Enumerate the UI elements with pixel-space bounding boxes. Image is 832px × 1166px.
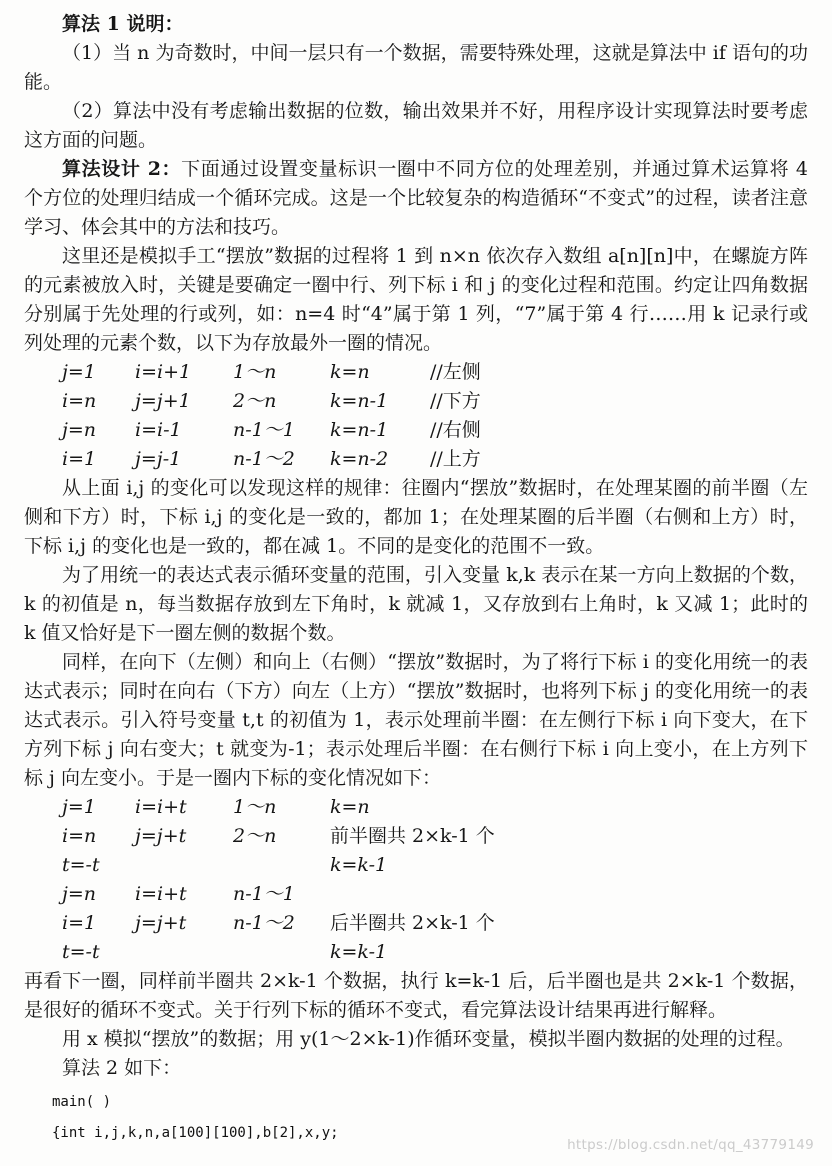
table-cell: [330, 880, 808, 909]
paragraph-note-2: （2）算法中没有考虑输出数据的位数，输出效果并不好，用程序设计实现算法时要考虑这方面的问题。: [24, 100, 808, 151]
table-cell: i=n: [62, 825, 97, 847]
table-cell: k=n: [330, 361, 370, 383]
table-cell: 前半圈共 2×k-1 个: [330, 825, 495, 847]
table-cell: 1～n: [233, 361, 277, 383]
table-cell: n-1～1: [233, 419, 295, 441]
watermark-url: https://blog.csdn.net/qq_43779149: [567, 1137, 814, 1153]
table-cell: 后半圈共 2×k-1 个: [330, 912, 495, 934]
ring-index-table: [62, 793, 808, 967]
table-cell: i=i+t: [135, 883, 187, 905]
table-cell: n-1～1: [233, 883, 295, 905]
paragraph-algo-design-2: [24, 155, 808, 242]
table-cell: j=1: [62, 361, 96, 383]
table-cell: j=n: [62, 883, 97, 905]
table-cell: [135, 938, 233, 967]
code-line-declaration: {int i,j,k,n,a[100][100],b[2],x,y;: [52, 1125, 339, 1141]
code-line-main: main( ): [52, 1094, 112, 1110]
paragraph-pattern: 从上面 i,j 的变化可以发现这样的规律：往圈内“摆放”数据时，在处理某圈的前半圈（左侧和下方）时，下标 i,j 的变化是一致的，都加 1；在处理某圈的后半圈（右侧和上方）时，下标 i,j 的变化也是一致的，都在减 1。不同的是变化的范围不一致。: [24, 477, 808, 557]
table-cell: t=-t: [62, 941, 100, 963]
table-cell: k=n-2: [330, 448, 389, 470]
table-cell: [233, 851, 330, 880]
table-cell: j=j+t: [135, 825, 187, 847]
table-cell: j=j-1: [135, 448, 182, 470]
table-row: [62, 938, 808, 967]
table-cell: 2～n: [233, 825, 277, 847]
table-cell: i=i+t: [135, 796, 187, 818]
outer-ring-table: [62, 358, 808, 474]
table-cell: i=1: [62, 912, 97, 934]
table-cell: t=-t: [62, 854, 100, 876]
table-cell: j=j+t: [135, 912, 187, 934]
table-cell: i=i+1: [135, 361, 192, 383]
table-row: [62, 416, 808, 445]
table-cell: k=n: [330, 796, 370, 818]
table-row: [62, 387, 808, 416]
paragraph-simulation: 这里还是模拟手工“摆放”数据的过程将 1 到 n×n 依次存入数组 a[n][n]中，在螺旋方阵的元素被放入时，关键是要确定一圈中行、列下标 i 和 j 的变化过程和范围。约定让四角数据分别属于先处理的行或列，如：n=4 时“4”属于第 1 列，“7”属于第 4 行……用 k 记录行或列处理的元素个数，以下为存放最外一圈的情况。: [24, 245, 808, 354]
table-row: [62, 793, 808, 822]
table-cell: j=n: [62, 419, 97, 441]
paragraph-variable-k: 为了用统一的表达式表示循环变量的范围，引入变量 k,k 表示在某一方向上数据的个数，k 的初值是 n，每当数据存放到左下角时，k 就减 1，又存放到右上角时，k 又减 1；此时的 k 值又恰好是下一圈左侧的数据个数。: [24, 564, 808, 644]
table-cell: //右侧: [430, 419, 481, 441]
table-cell: //下方: [430, 390, 481, 412]
table-row: [62, 880, 808, 909]
table-cell: k=n-1: [330, 419, 389, 441]
table-cell: [233, 938, 330, 967]
table-cell: //上方: [430, 448, 481, 470]
table-cell: n-1～2: [233, 912, 295, 934]
table-cell: k=n-1: [330, 390, 389, 412]
table-cell: j=1: [62, 796, 96, 818]
paragraph-xy-vars: 用 x 模拟“摆放”的数据；用 y(1～2×k-1)作循环变量，模拟半圈内数据的处理的过程。: [62, 1028, 795, 1050]
table-cell: 2～n: [233, 390, 277, 412]
algo-design-2-label: 算法设计 2：: [62, 158, 182, 180]
paragraph-invariant: 再看下一圈，同样前半圈共 2×k-1 个数据，执行 k=k-1 后，后半圈也是共 2×k-1 个数据，是很好的循环不变式。关于行列下标的循环不变式，看完算法设计结果再进行解释。: [24, 970, 808, 1021]
paragraph-variable-t: 同样，在向下（左侧）和向上（右侧）“摆放”数据时，为了将行下标 i 的变化用统一的表达式表示；同时在向右（下方）向左（上方）“摆放”数据时，也将列下标 j 的变化用统一的表达式表示。引入符号变量 t,t 的初值为 1，表示处理前半圈：在左侧行下标 i 向下变大，在下方列下标 j 向右变大；t 就变为-1；表示处理后半圈：在右侧行下标 i 向上变小，在上方列下标 j 向左变小。于是一圈内下标的变化情况如下：: [24, 651, 808, 789]
table-cell: //左侧: [430, 361, 481, 383]
table-cell: k=k-1: [330, 941, 388, 963]
table-cell: i=1: [62, 448, 97, 470]
table-row: [62, 822, 808, 851]
paragraph-algo2-follows: 算法 2 如下：: [62, 1057, 182, 1079]
table-cell: 1～n: [233, 796, 277, 818]
table-cell: i=n: [62, 390, 97, 412]
paragraph-note-1: （1）当 n 为奇数时，中间一层只有一个数据，需要特殊处理，这就是算法中 if 语句的功能。: [24, 42, 808, 93]
table-row: [62, 851, 808, 880]
table-cell: n-1～2: [233, 448, 295, 470]
table-cell: [135, 851, 233, 880]
heading-algo1-note: 算法 1 说明：: [62, 13, 184, 35]
table-cell: i=i-1: [135, 419, 182, 441]
table-cell: j=j+1: [135, 390, 191, 412]
table-cell: k=k-1: [330, 854, 388, 876]
table-row: [62, 358, 808, 387]
table-row: [62, 909, 808, 938]
algo-design-2-text: 下面通过设置变量标识一圈中不同方位的处理差别，并通过算术运算将 4 个方位的处理归结成一个循环完成。这是一个比较复杂的构造循环“不变式”的过程，读者注意学习、体会其中的方法和技巧。: [24, 158, 808, 238]
table-row: [62, 445, 808, 474]
